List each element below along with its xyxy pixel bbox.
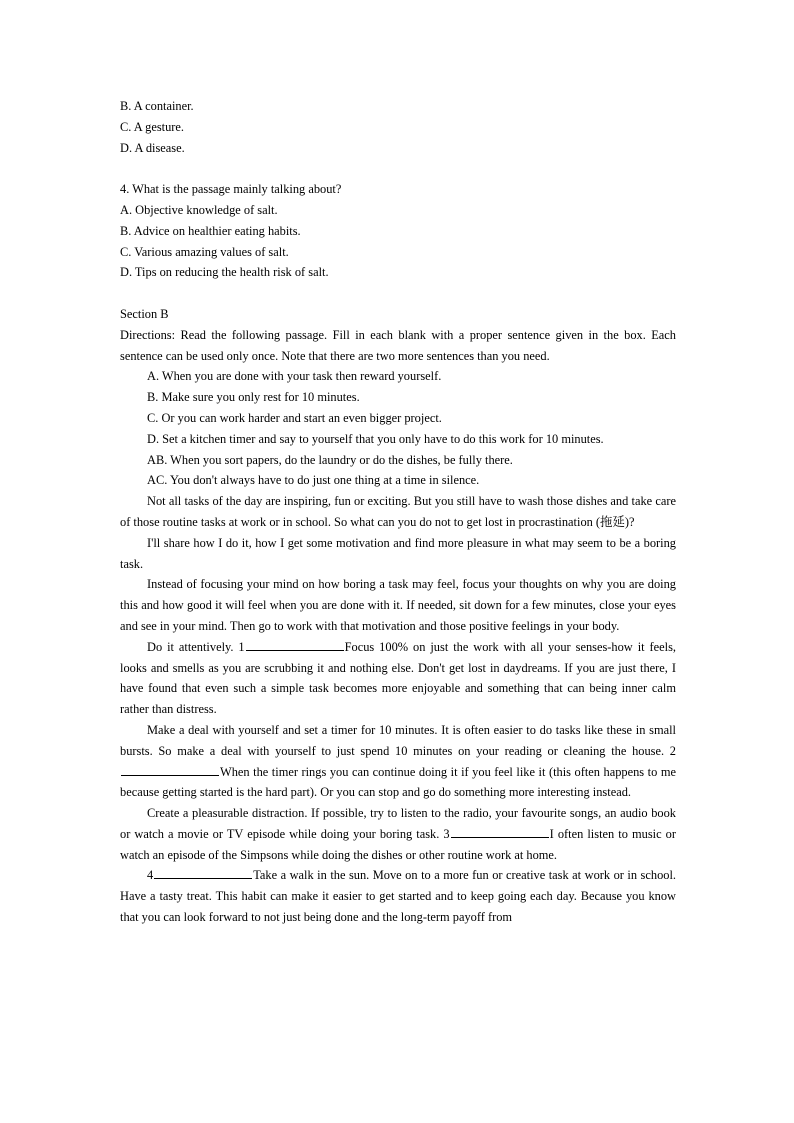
passage-paragraph-2: I'll share how I do it, how I get some motivation and find more pleasure in what may seem to be a boring task.	[120, 535, 676, 571]
passage-paragraph-1: Not all tasks of the day are inspiring, fun or exciting. But you still have to wash those dishes and take care of those routine tasks at work or in school. So what can you do not to get lost in procrastination (拖延)?	[120, 494, 676, 529]
passage-paragraph-3: Instead of focusing your mind on how boring a task may feel, focus your thoughts on why you are doing this and how good it will feel when you are done with it. If needed, sit down for a few minutes, close your eyes and see in your mind. Then go to work with that motivation and those positive feelings in your body.	[120, 577, 676, 633]
paragraph-6-lead: Create a pleasurable distraction. If possible, try to listen to the radio, your favourite songs, an audio book or watch a movie or TV episode while doing your boring task. 3	[120, 806, 676, 841]
choice-d: D. Set a kitchen timer and say to yourself that you only have to do this work for 10 minutes.	[147, 431, 604, 446]
q4-question: 4. What is the passage mainly talking about?	[120, 182, 342, 197]
q4-option-a: A. Objective knowledge of salt.	[120, 202, 278, 217]
paragraph-7-lead: 4	[147, 868, 154, 883]
q4-option-d: D. Tips on reducing the health risk of salt.	[120, 265, 329, 280]
q3-option-c: C. A gesture.	[120, 119, 185, 134]
q3-option-b: B. A container.	[120, 99, 194, 113]
choice-c: C. Or you can work harder and start an even bigger project.	[147, 410, 442, 425]
paragraph-7-rest: Take a walk in the sun. Move on to a more fun or creative task at work or in school. Have a tasty treat. This habit can make it easier to get started and to keep going each day. Because you know that you can look forward to not just being done and the long-term payoff from	[120, 868, 676, 925]
choice-a: A. When you are done with your task then reward yourself.	[147, 369, 442, 384]
section-b-directions: Directions: Read the following passage. Fill in each blank with a proper sentence given in the box. Each sentence can be used only once. Note that there are two more sentences than you need.	[120, 327, 676, 363]
passage-paragraph-5	[120, 720, 676, 803]
section-b-heading: Section B	[120, 306, 169, 321]
choice-ab: AB. When you sort papers, do the laundry or do the dishes, be fully there.	[147, 452, 513, 467]
paragraph-5-rest: When the timer rings you can continue doing it if you feel like it (this often happens to me because getting started is the hard part). Or you can stop and go do something more interesting instead.	[120, 764, 676, 800]
answer-blank-2[interactable]	[121, 763, 219, 776]
paragraph-5-lead: Make a deal with yourself and set a timer for 10 minutes. It is often easier to do tasks like these in small bursts. So make a deal with yourself to just spend 10 minutes on your reading or cleaning the house. 2	[120, 722, 676, 758]
spacer	[120, 283, 676, 304]
passage-paragraph-4	[120, 637, 676, 720]
document-page	[120, 96, 676, 928]
answer-blank-3[interactable]	[451, 825, 549, 838]
passage-paragraph-6	[120, 803, 676, 865]
paragraph-4-rest: Focus 100% on just the work with all your senses-how it feels, looks and smells as you are scrubbing it and nothing else. Don't get lost in daydreams. If you are just there, I have found that even such a simple task becomes more enjoyable and something that can being inner calm rather than distress.	[120, 639, 677, 717]
answer-blank-1[interactable]	[246, 638, 344, 651]
spacer	[120, 158, 676, 179]
q4-option-b: B. Advice on healthier eating habits.	[120, 223, 301, 238]
q4-option-c: C. Various amazing values of salt.	[120, 244, 289, 259]
q3-option-d: D. A disease.	[120, 140, 185, 155]
passage-paragraph-7	[120, 865, 676, 927]
choice-b: B. Make sure you only rest for 10 minutes.	[147, 390, 360, 405]
paragraph-6-rest: I often listen to music or watch an episode of the Simpsons while doing the dishes or other routine work at home.	[120, 826, 676, 862]
answer-blank-4[interactable]	[154, 866, 252, 879]
paragraph-4-lead: Do it attentively. 1	[147, 639, 245, 654]
choice-ac: AC. You don't always have to do just one thing at a time in silence.	[147, 473, 480, 488]
